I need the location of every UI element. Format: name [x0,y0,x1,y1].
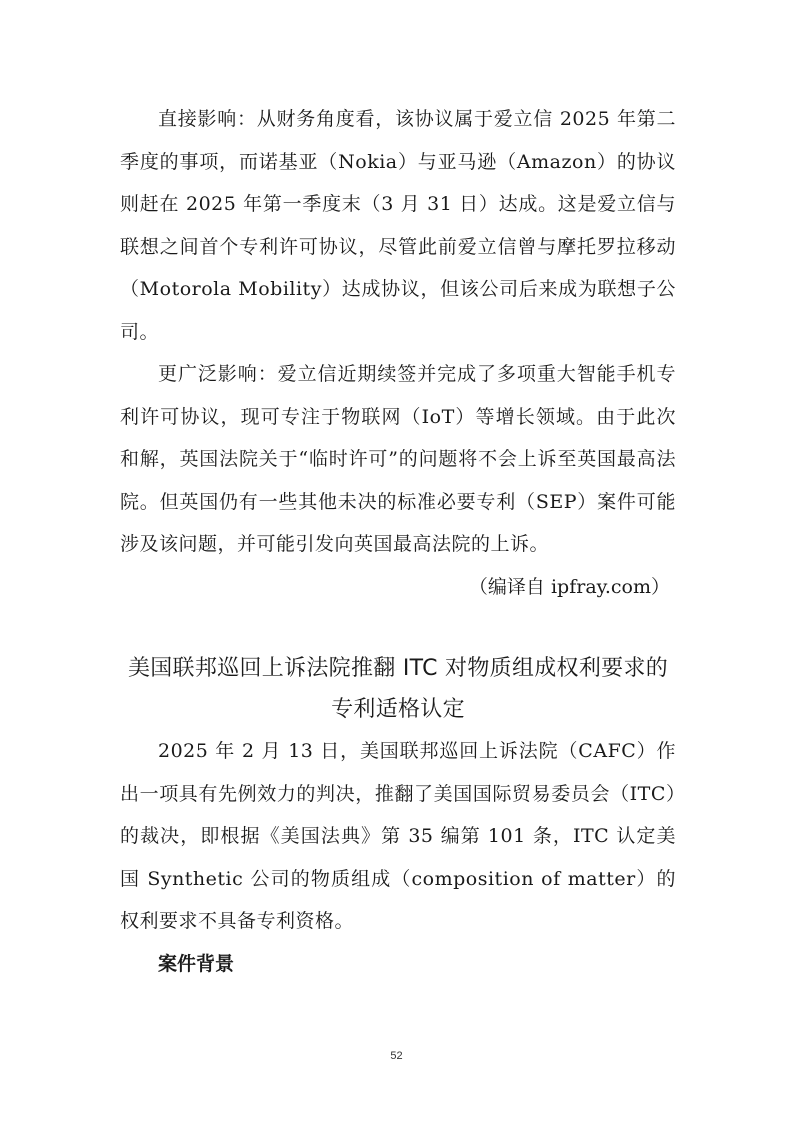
section-subheading: 案件背景 [158,952,235,975]
document-body [120,98,676,985]
paragraph-direct-impact: 直接影响：从财务角度看，该协议属于爱立信 2025 年第二季度的事项，而诺基亚（Nokia）与亚马逊（Amazon）的协议则赶在 2025 年第一季度末（3 月 31 日）达成。这是爱立信与联想之间首个专利许可协议，尽管此前爱立信曾与摩托罗拉移动（Motorola Mobility）达成协议，但该公司后来成为联想子公司。 [120,108,676,343]
paragraph-broader-impact: 更广泛影响：爱立信近期续签并完成了多项重大智能手机专利许可协议，现可专注于物联网（IoT）等增长领域。由于此次和解，英国法院关于“临时许可”的问题将不会上诉至英国最高法院。但英国仍有一些其他未决的标准必要专利（SEP）案件可能涉及该问题，并可能引发向英国最高法院的上诉。 [120,363,676,555]
source-attribution: （编译自 ipfray.com） [468,575,670,598]
paragraph-cafc-ruling: 2025 年 2 月 13 日，美国联邦巡回上诉法院（CAFC）作出一项具有先例效力的判决，推翻了美国国际贸易委员会（ITC）的裁决，即根据《美国法典》第 35 编第 101 条，ITC 认定美国 Synthetic 公司的物质组成（composition of matter）的权利要求不具备专利资格。 [120,740,676,932]
page-number: 52 [390,1050,403,1062]
article-heading: 美国联邦巡回上诉法院推翻 ITC 对物质组成权利要求的专利适格认定 [127,656,669,722]
